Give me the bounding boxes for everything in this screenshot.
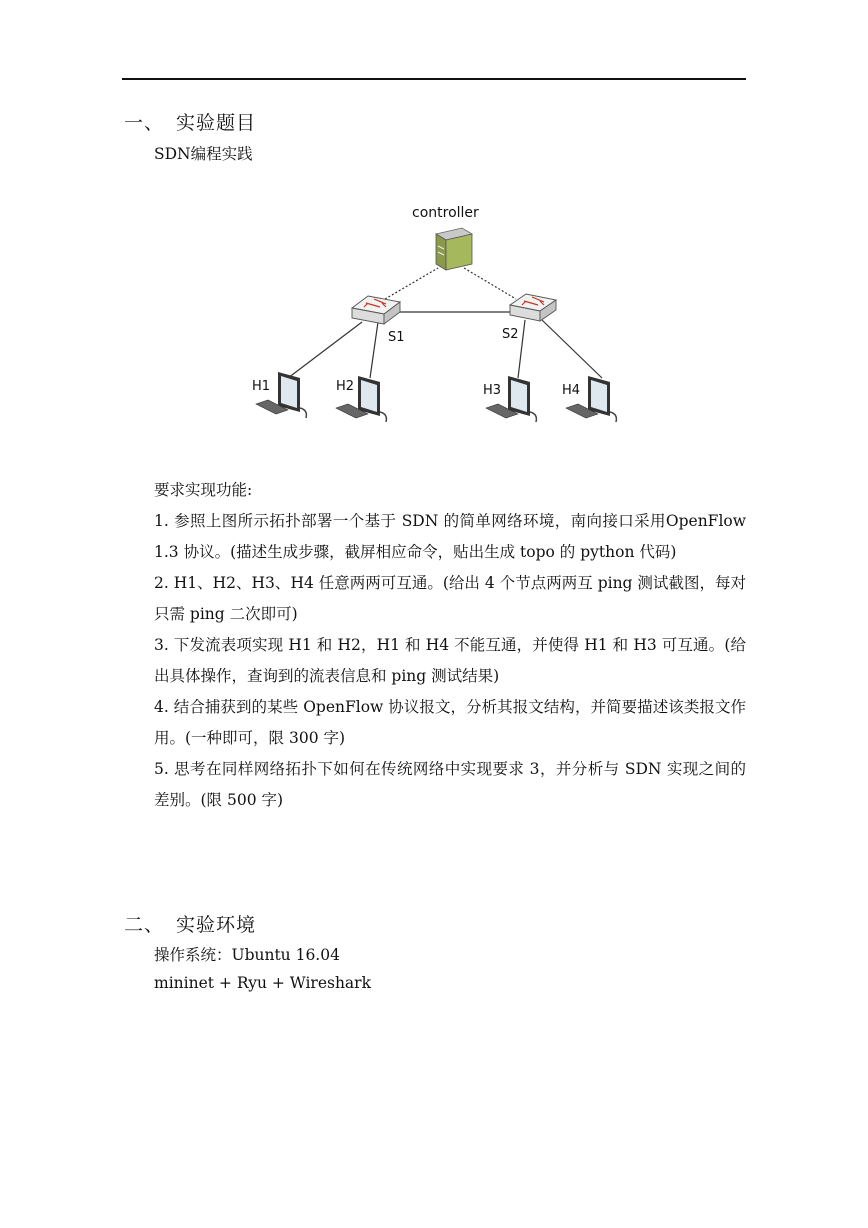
header-rule xyxy=(122,78,746,80)
experiment-subtitle: SDN编程实践 xyxy=(154,145,253,163)
requirement-item-1: 1. 参照上图所示拓扑部署一个基于 SDN 的简单网络环境，南向接口采用OpenFlow 1.3 协议。(描述生成步骤，截屏相应命令，贴出生成 topo 的 python 代码) xyxy=(154,512,746,561)
host-h3-label: H3 xyxy=(483,383,502,398)
operating-system-line: 操作系统：Ubuntu 16.04 xyxy=(154,946,340,964)
switch-s1-label: S1 xyxy=(388,330,405,345)
link-s2-h3 xyxy=(518,320,525,378)
requirement-item-2: 2. H1、H2、H3、H4 任意两两可互通。(给出 4 个节点两两互 ping 测试截图，每对只需 ping 二次即可) xyxy=(154,574,746,623)
link-s1-h2 xyxy=(370,322,378,378)
requirements-block xyxy=(154,475,746,816)
section-2-title: 实验环境 xyxy=(176,914,257,936)
switch-s2-label: S2 xyxy=(502,327,519,342)
host-h2-label: H2 xyxy=(336,379,355,394)
switch-s2-icon xyxy=(510,294,556,321)
controller-server-icon xyxy=(436,228,472,270)
link-controller-s1 xyxy=(385,268,438,299)
requirement-item-3: 3. 下发流表项实现 H1 和 H2，H1 和 H4 不能互通，并使得 H1 和 H3 可互通。(给出具体操作，查询到的流表信息和 ping 测试结果) xyxy=(154,636,746,685)
section-2-heading xyxy=(124,910,256,937)
requirements-intro: 要求实现功能: xyxy=(154,481,253,499)
section-2-number: 二、 xyxy=(124,914,165,936)
switch-s1-icon xyxy=(352,296,400,324)
link-controller-s2 xyxy=(464,268,516,299)
section-1-number: 一、 xyxy=(124,112,165,134)
requirement-item-5: 5. 思考在同样网络拓扑下如何在传统网络中实现要求 3，并分析与 SDN 实现之间的差别。(限 500 字) xyxy=(154,760,747,809)
network-topology-diagram xyxy=(240,198,640,438)
link-s1-h1 xyxy=(288,322,362,378)
tools-line: mininet + Ryu + Wireshark xyxy=(154,974,371,992)
host-h1-label: H1 xyxy=(252,379,271,394)
section-1-title: 实验题目 xyxy=(176,112,257,134)
host-h4-label: H4 xyxy=(562,383,581,398)
section-1-heading xyxy=(124,108,256,135)
controller-label: controller xyxy=(412,205,479,221)
requirement-item-4: 4. 结合捕获到的某些 OpenFlow 协议报文，分析其报文结构，并简要描述该类报文作用。(一种即可，限 300 字) xyxy=(154,698,746,747)
link-s2-h4 xyxy=(542,320,602,378)
